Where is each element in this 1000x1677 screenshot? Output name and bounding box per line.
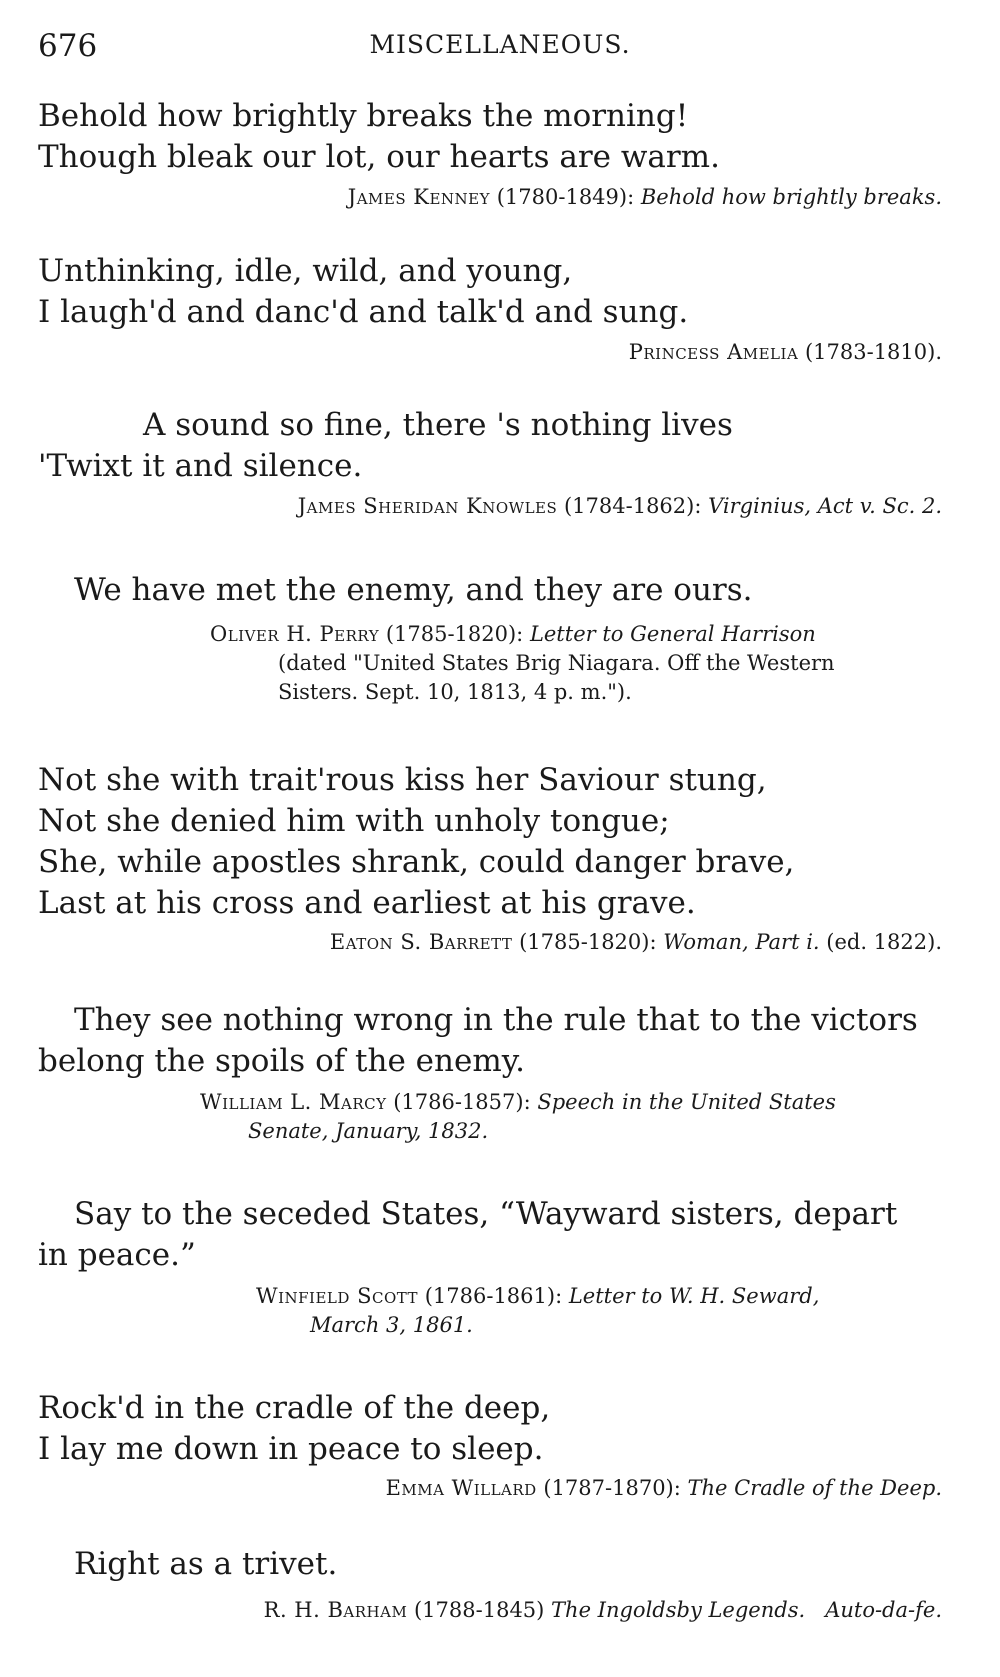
attribution-1 — [348, 183, 942, 212]
quote-line: We have met the enemy, and they are ours. — [74, 572, 753, 608]
quote-line: She, while apostles shrank, could danger brave, — [38, 844, 795, 880]
author-name: James Kenney — [347, 185, 491, 209]
work-title: Speech in the United States — [537, 1090, 836, 1114]
author-dates: (1788-1845) — [407, 1598, 552, 1622]
quote-line: Last at his cross and earliest at his grave. — [38, 885, 696, 921]
page-number: 676 — [38, 28, 98, 64]
work-title-cont: Senate, January, 1832. — [248, 1119, 489, 1143]
quote-line: Not she with trait'rous kiss her Saviour stung, — [38, 762, 767, 798]
author-name: Oliver H. Perry — [210, 622, 380, 646]
work-title: The Ingoldsby Legends. — [551, 1598, 806, 1622]
author-dates: (1785-1820): — [512, 930, 664, 954]
attribution-3 — [298, 492, 942, 521]
quote-line: Unthinking, idle, wild, and young, — [38, 253, 573, 289]
quote-4 — [38, 570, 942, 611]
attribution-line — [256, 1282, 819, 1311]
quote-line: belong the spoils of the enemy. — [38, 1043, 525, 1079]
author-name: William L. Marcy — [200, 1090, 387, 1114]
author-dates: (1786-1857): — [386, 1090, 538, 1114]
quote-3 — [38, 405, 942, 487]
attribution-5 — [330, 928, 942, 957]
running-head: MISCELLANEOUS. — [369, 30, 631, 59]
quote-line: Not she denied him with unholy tongue; — [38, 803, 670, 839]
attribution-8 — [386, 1474, 942, 1503]
attribution-4 — [210, 620, 835, 707]
quote-7 — [38, 1194, 942, 1276]
author-dates: (1780-1849): — [490, 185, 641, 209]
author-dates: (1786-1861): — [418, 1284, 569, 1308]
author-name: R. H. Barham — [263, 1598, 408, 1622]
work-title: Behold how brightly breaks. — [640, 185, 942, 209]
attribution-2 — [629, 338, 942, 367]
attribution-line — [210, 620, 835, 649]
quote-line: 'Twixt it and silence. — [38, 448, 363, 484]
quote-6 — [38, 1000, 942, 1082]
work-title: Letter to W. H. Seward, — [568, 1284, 820, 1308]
quote-line: Right as a trivet. — [74, 1546, 338, 1582]
quote-line: Say to the seceded States, “Wayward sisters, depart — [74, 1196, 898, 1232]
quote-line: I laugh'd and danc'd and talk'd and sung. — [38, 294, 689, 330]
quote-line: I lay me down in peace to sleep. — [38, 1431, 544, 1467]
quote-2 — [38, 251, 942, 333]
quote-9 — [38, 1544, 942, 1585]
author-dates: (1783-1810). — [798, 340, 942, 364]
quote-line: in peace.” — [38, 1237, 196, 1273]
quote-line: Behold how brightly breaks the morning! — [38, 98, 689, 134]
quote-line: Though bleak our lot, our hearts are warm. — [38, 139, 720, 175]
work-title: Virginius, Act v. Sc. 2. — [708, 494, 942, 518]
quote-5 — [38, 760, 942, 924]
attribution-line — [200, 1088, 836, 1117]
quote-8 — [38, 1388, 942, 1470]
attribution-6 — [200, 1088, 836, 1146]
author-name: Princess Amelia — [628, 340, 799, 364]
author-name: Emma Willard — [385, 1476, 537, 1500]
author-name: Winfield Scott — [256, 1284, 419, 1308]
edition-note: (ed. 1822). — [819, 930, 942, 954]
author-name: James Sheridan Knowles — [297, 494, 558, 518]
work-title-cont: March 3, 1861. — [310, 1313, 473, 1337]
author-dates: (1787-1870): — [536, 1476, 688, 1500]
attribution-note: Sisters. Sept. 10, 1813, 4 p. m."). — [278, 680, 632, 704]
attribution-note: (dated "United States Brig Niagara. Off the Western — [278, 651, 835, 675]
quote-line: They see nothing wrong in the rule that to the victors — [74, 1002, 918, 1038]
work-title: Letter to General Harrison — [529, 622, 816, 646]
work-title: Woman, Part i. — [663, 930, 820, 954]
author-dates: (1785-1820): — [379, 622, 530, 646]
author-name: Eaton S. Barrett — [329, 930, 513, 954]
attribution-7 — [256, 1282, 819, 1340]
author-dates: (1784-1862): — [557, 494, 709, 518]
quote-1 — [38, 96, 942, 178]
work-subtitle: Auto-da-fe. — [825, 1598, 942, 1622]
quote-line: Rock'd in the cradle of the deep, — [38, 1390, 551, 1426]
attribution-9 — [264, 1596, 942, 1625]
work-title: The Cradle of the Deep. — [687, 1476, 942, 1500]
spacer — [805, 1598, 825, 1622]
quote-line: A sound so fine, there 's nothing lives — [143, 407, 733, 443]
